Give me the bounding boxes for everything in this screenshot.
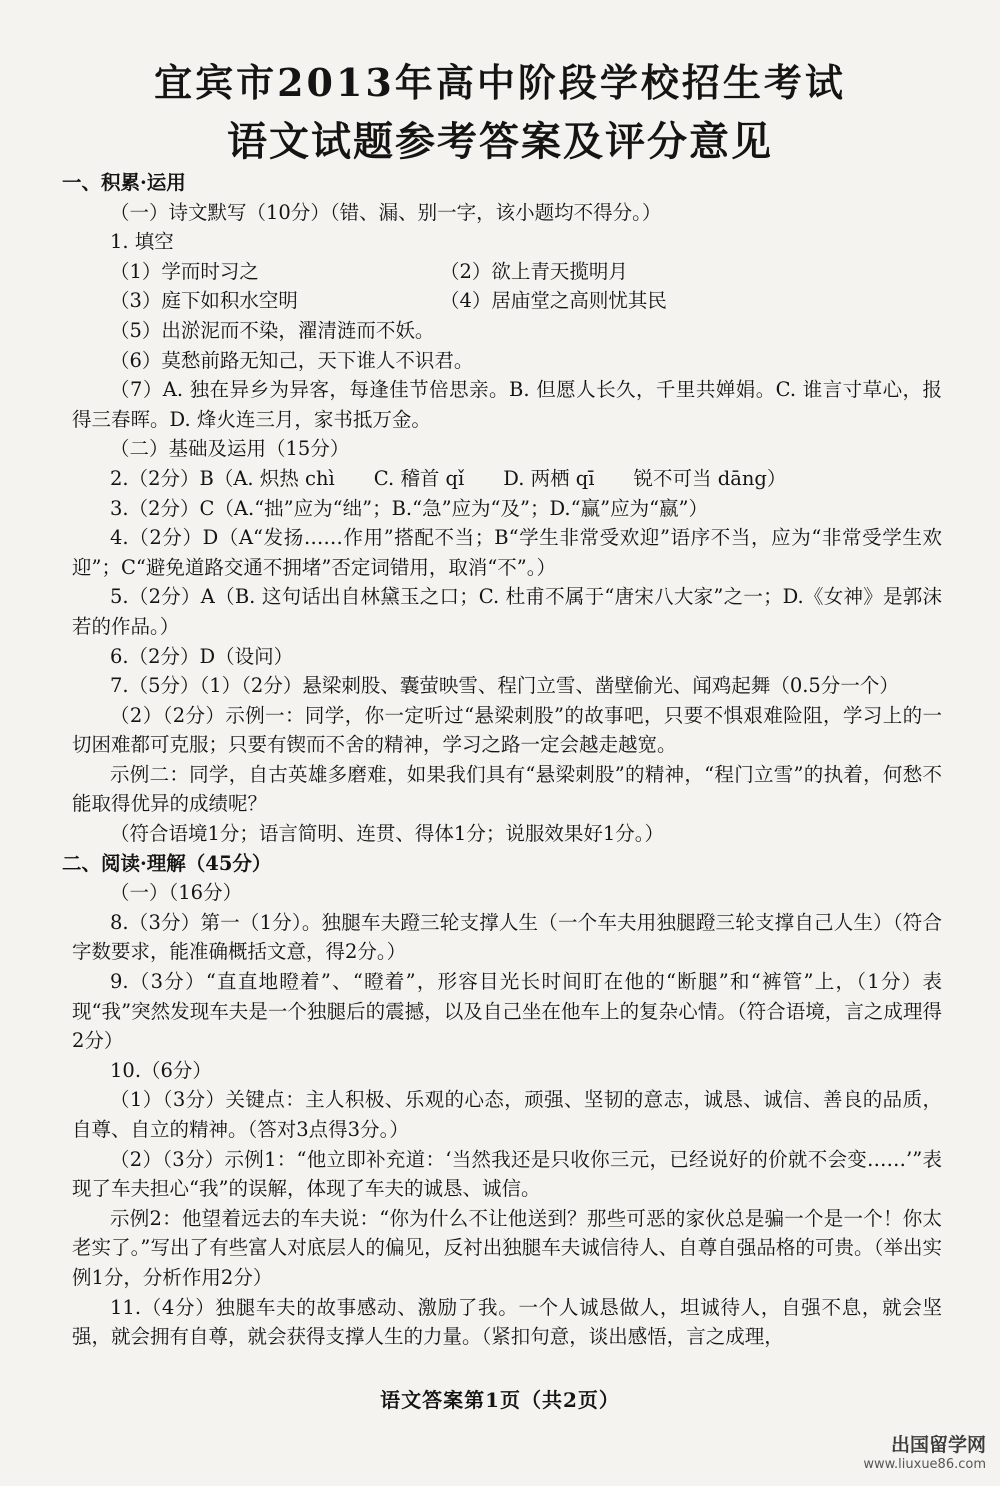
paragraph: 2.（2分）B（A. 炽热 chì C. 稽首 qǐ D. 两栖 qī 锐不可当 dāng） — [110, 466, 787, 490]
paragraph: （二）基础及运用（15分） — [110, 437, 350, 461]
watermark-url: www.liuxue86.com — [863, 1457, 986, 1472]
paragraph: （1）（3分）关键点：主人积极、乐观的心态，顽强、坚韧的意志，诚恳、诚信、善良的品质，自尊、自立的精神。（答对3点得3分。） — [72, 1088, 942, 1141]
answer-row — [72, 257, 942, 287]
site-watermark — [863, 1430, 986, 1472]
paragraph: 9.（3分）“直直地瞪着”、“瞪着”，形容目光长时间盯在他的“断腿”和“裤管”上，（1分）表现“我”突然发现车夫是一个独腿后的震撼，以及自己坐在他车上的复杂心情。（符合语境，言之成理得2分） — [72, 970, 942, 1053]
page-footer: 语文答案第1页（共2页） — [380, 1388, 620, 1412]
answer-content — [62, 168, 942, 1352]
paragraph: （一）（16分） — [110, 881, 243, 905]
answer-item: （4）居庙堂之高则忧其民 — [440, 289, 667, 313]
section-heading-1: 一、积累·运用 — [62, 171, 186, 194]
paragraph: （一）诗文默写（10分）（错、漏、别一字，该小题均不得分。） — [110, 200, 662, 224]
paragraph: 3.（2分）C（A.“拙”应为“绌”；B.“急”应为“及”；D.“赢”应为“嬴”） — [110, 496, 709, 520]
paragraph: 4.（2分）D（A“发扬……作用”搭配不当；B“学生非常受欢迎”语序不当，应为“非常受学生欢迎”；C“避免道路交通不拥堵”否定词错用，取消“不”。） — [72, 526, 942, 579]
paragraph: 8.（3分）第一（1分）。独腿车夫蹬三轮支撑人生（一个车夫用独腿蹬三轮支撑自己人生）（符合字数要求，能准确概括文意，得2分。） — [72, 910, 942, 964]
paragraph: （6）莫愁前路无知己，天下谁人不识君。 — [110, 348, 474, 372]
paragraph: 示例2：他望着远去的车夫说：“你为什么不让他送到？那些可恶的家伙总是骗一个是一个！你太老实了。”写出了有些富人对底层人的偏见，反衬出独腿车夫诚信待人、自尊自强品格的可贵。（举出实例1分，分析作用2分） — [72, 1206, 942, 1289]
answer-row — [72, 286, 942, 316]
section-heading-2: 二、阅读·理解（45分） — [62, 851, 272, 875]
paragraph: （2）（3分）示例1：“他立即补充道：‘当然我还是只收你三元，已经说好的价就不会变……’”表现了车夫担心“我”的误解，体现了车夫的诚恳、诚信。 — [72, 1147, 942, 1201]
document-subtitle: 语文试题参考答案及评分意见 — [227, 118, 773, 165]
exam-title: 宜宾市2013年高中阶段学校招生考试 — [154, 60, 846, 105]
paragraph: 10.（6分） — [110, 1058, 212, 1082]
answer-item: （2）欲上青天揽明月 — [440, 259, 628, 283]
watermark-name: 出国留学网 — [890, 1434, 986, 1456]
paragraph: （2）（2分）示例一：同学，你一定听过“悬梁刺股”的故事吧，只要不惧艰难险阻，学习上的一切困难都可克服；只要有锲而不舍的精神，学习之路一定会越走越宽。 — [72, 703, 942, 757]
paragraph: 5.（2分）A（B. 这句话出自林黛玉之口；C. 杜甫不属于“唐宋八大家”之一；D.《女神》是郭沫若的作品。） — [72, 585, 942, 638]
paragraph: 7.（5分）（1）（2分）悬梁刺股、囊萤映雪、程门立雪、凿壁偷光、闻鸡起舞（0.5分一个） — [110, 674, 899, 698]
paragraph: 6.（2分）D（设问） — [110, 644, 294, 668]
answer-item: （1）学而时习之 — [110, 259, 259, 283]
answer-item: （3）庭下如积水空明 — [110, 289, 298, 313]
paragraph: （符合语境1分；语言简明、连贯、得体1分；说服效果好1分。） — [110, 822, 664, 846]
paragraph: 11.（4分）独腿车夫的故事感动、激励了我。一个人诚恳做人，坦诚待人，自强不息，就会坚强，就会拥有自尊，就会获得支撑人生的力量。（紧扣句意，谈出感悟，言之成理， — [72, 1295, 942, 1349]
paragraph: （5）出淤泥而不染，濯清涟而不妖。 — [110, 318, 435, 342]
paragraph: 示例二：同学，自古英雄多磨难，如果我们具有“悬梁刺股”的精神，“程门立雪”的执着，何愁不能取得优异的成绩呢？ — [72, 762, 942, 816]
paragraph: 1. 填空 — [110, 230, 174, 254]
paragraph: （7）A. 独在异乡为异客，每逢佳节倍思亲。B. 但愿人长久，千里共婵娟。C. 谁言寸草心，报得三春晖。D. 烽火连三月，家书抵万金。 — [72, 378, 942, 431]
